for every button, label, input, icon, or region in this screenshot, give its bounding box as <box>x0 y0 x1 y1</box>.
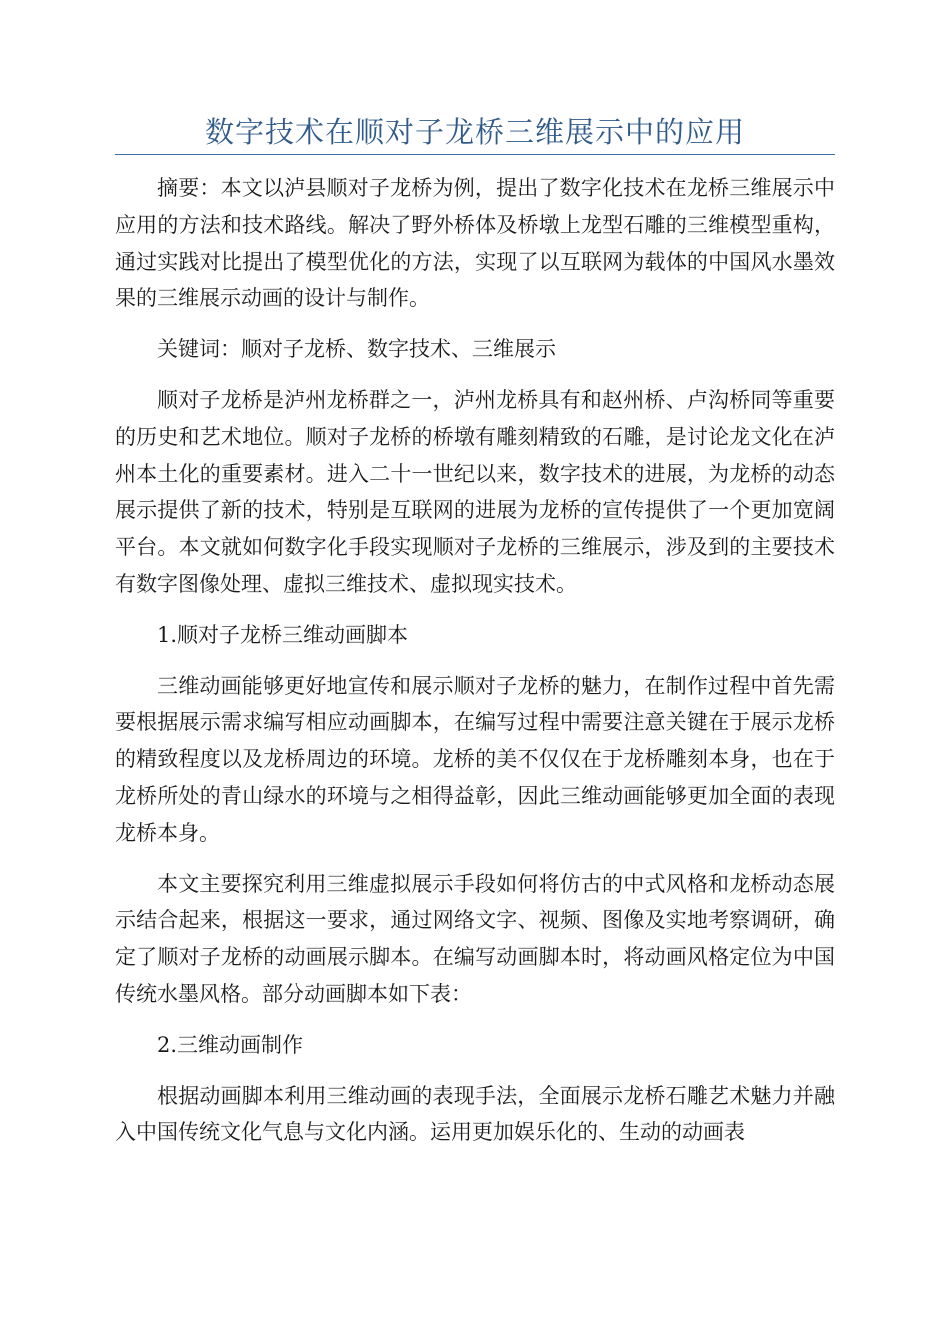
document-title: 数字技术在顺对子龙桥三维展示中的应用 <box>204 115 745 149</box>
body-paragraph: 三维动画能够更好地宣传和展示顺对子龙桥的魅力，在制作过程中首先需要根据展示需求编写相应动画脚本，在编写过程中需要注意关键在于展示龙桥的精致程度以及龙桥周边的环境。龙桥的美不仅仅在于龙桥雕刻本身，也在于龙桥所处的青山绿水的环境与之相得益彰，因此三维动画能够更加全面的表现龙桥本身。 <box>115 673 835 845</box>
body-paragraph: 根据动画脚本利用三维动画的表现手法，全面展示龙桥石雕艺术魅力并融入中国传统文化气息与文化内涵。运用更加娱乐化的、生动的动画表 <box>115 1083 835 1145</box>
keywords-paragraph: 关键词：顺对子龙桥、数字技术、三维展示 <box>157 337 556 362</box>
section-heading: 2.三维动画制作 <box>157 1032 304 1057</box>
section-heading: 1.顺对子龙桥三维动画脚本 <box>157 622 409 647</box>
body-paragraph: 顺对子龙桥是泸州龙桥群之一，泸州龙桥具有和赵州桥、卢沟桥同等重要的历史和艺术地位。顺对子龙桥的桥墩有雕刻精致的石雕，是讨论龙文化在泸州本土化的重要素材。进入二十一世纪以来，数字技术的进展，为龙桥的动态展示提供了新的技术，特别是互联网的进展为龙桥的宣传提供了一个更加宽阔平台。本文就如何数字化手段实现顺对子龙桥的三维展示，涉及到的主要技术有数字图像处理、虚拟三维技术、虚拟现实技术。 <box>115 387 835 596</box>
title-underline <box>115 154 835 155</box>
document-body <box>115 170 835 1165</box>
body-paragraph: 本文主要探究利用三维虚拟展示手段如何将仿古的中式风格和龙桥动态展示结合起来，根据这一要求，通过网络文字、视频、图像及实地考察调研，确定了顺对子龙桥的动画展示脚本。在编写动画脚本时，将动画风格定位为中国传统水墨风格。部分动画脚本如下表： <box>115 871 835 1006</box>
abstract-paragraph: 摘要：本文以泸县顺对子龙桥为例，提出了数字化技术在龙桥三维展示中应用的方法和技术路线。解决了野外桥体及桥墩上龙型石雕的三维模型重构，通过实践对比提出了模型优化的方法，实现了以互联网为载体的中国风水墨效果的三维展示动画的设计与制作。 <box>115 176 835 311</box>
